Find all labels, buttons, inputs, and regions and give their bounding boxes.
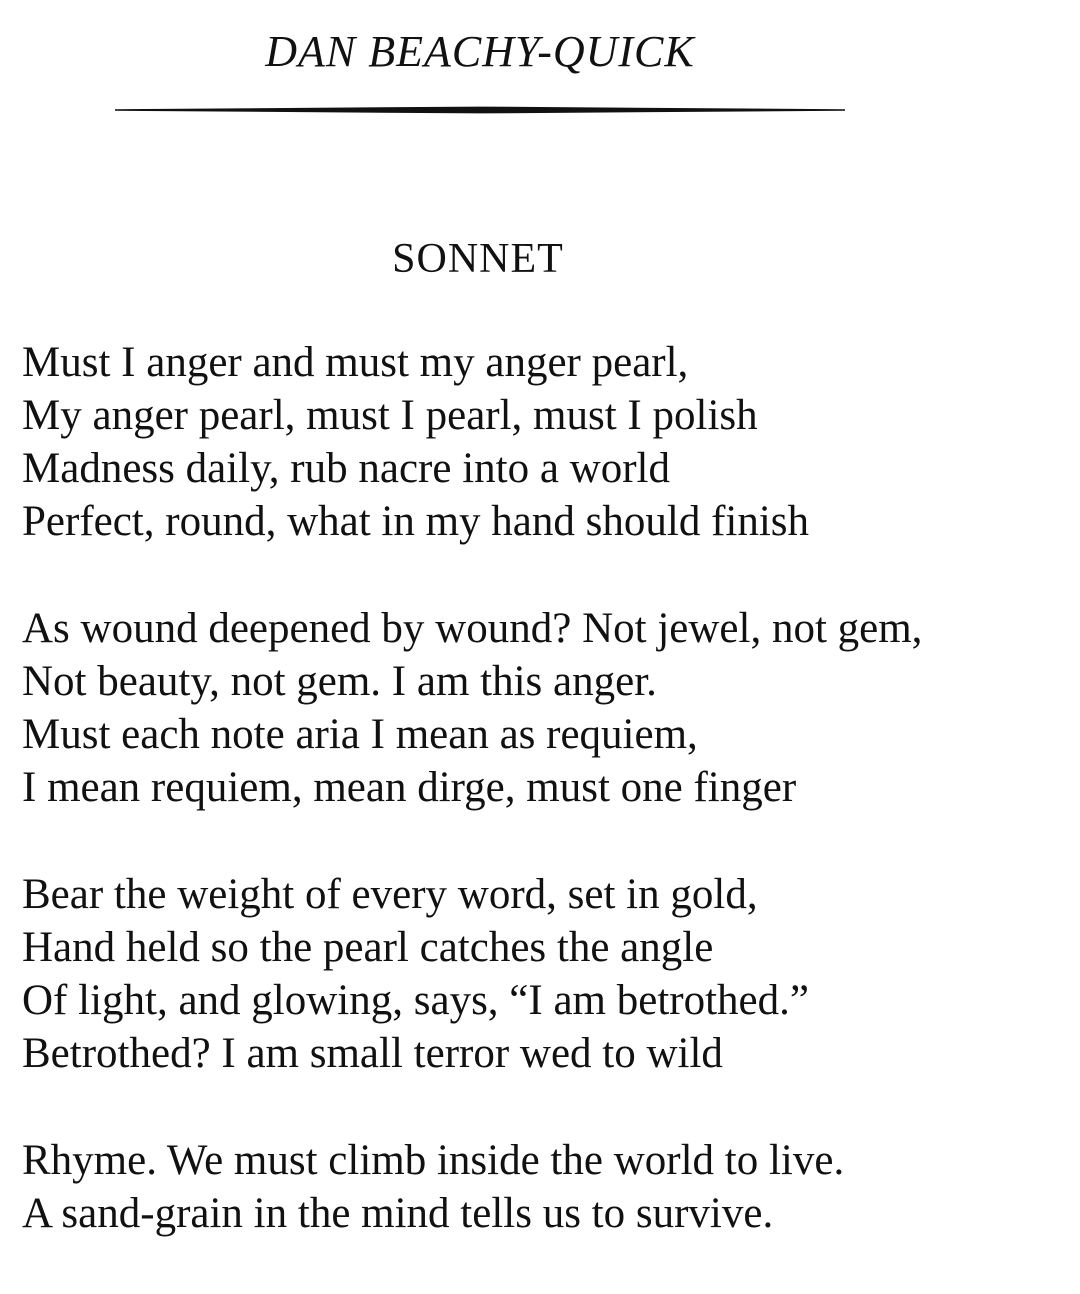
poem-title: SONNET bbox=[392, 236, 564, 282]
poem-line: Perfect, round, what in my hand should finish bbox=[22, 498, 810, 545]
author-name: DAN BEACHY-QUICK bbox=[265, 27, 695, 76]
stanza-2 bbox=[22, 602, 1072, 814]
poem-line: Madness daily, rub nacre into a world bbox=[22, 445, 671, 492]
stanza-3 bbox=[22, 868, 1072, 1080]
header-rule-line bbox=[115, 106, 845, 114]
poem-line: Must I anger and must my anger pearl, bbox=[22, 339, 689, 386]
poem-line: Rhyme. We must climb inside the world to live. bbox=[22, 1137, 845, 1184]
poem-line: I mean requiem, mean dirge, must one finger bbox=[22, 764, 797, 811]
poem-line: Not beauty, not gem. I am this anger. bbox=[22, 658, 657, 705]
poem-line: Of light, and glowing, says, “I am betrothed.” bbox=[22, 977, 809, 1024]
stanza-1 bbox=[22, 336, 1072, 548]
poem-line: Hand held so the pearl catches the angle bbox=[22, 924, 714, 971]
poem-line: My anger pearl, must I pearl, must I polish bbox=[22, 392, 758, 439]
poem-body bbox=[22, 336, 1072, 1294]
poem-line: Bear the weight of every word, set in gold, bbox=[22, 871, 758, 918]
poem-line: As wound deepened by wound? Not jewel, not gem, bbox=[22, 605, 923, 652]
poem-line: Betrothed? I am small terror wed to wild bbox=[22, 1030, 723, 1077]
stanza-4 bbox=[22, 1134, 1072, 1240]
poem-line: A sand-grain in the mind tells us to survive. bbox=[22, 1190, 774, 1237]
header-rule bbox=[115, 106, 845, 114]
poem-line: Must each note aria I mean as requiem, bbox=[22, 711, 698, 758]
